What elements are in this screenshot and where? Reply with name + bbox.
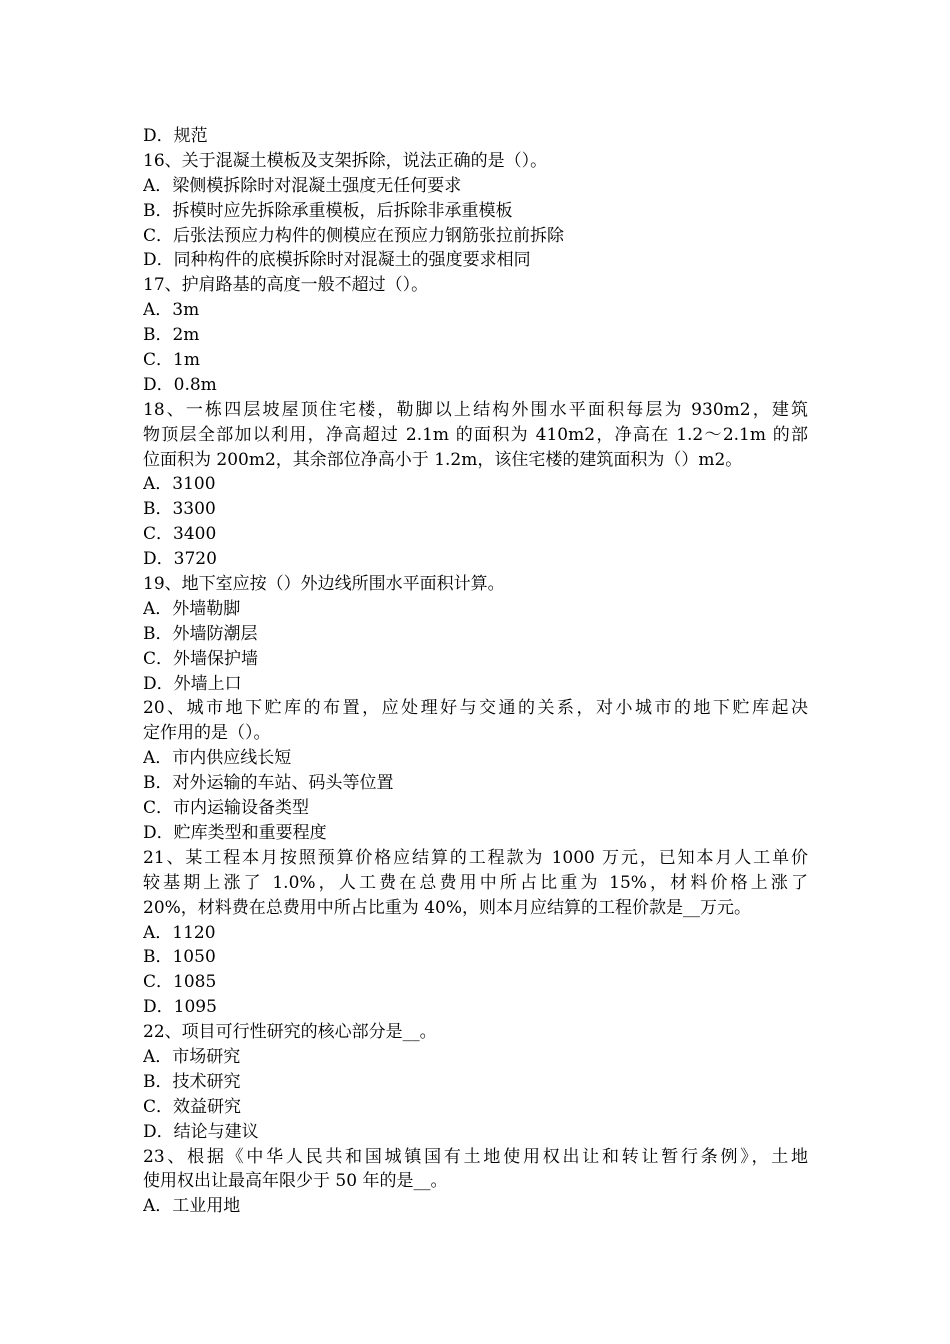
question-text-line: 20%，材料费在总费用中所占比重为 40%，则本月应结算的工程价款是__万元。	[143, 897, 751, 918]
answer-option-line: A．工业用地	[143, 1196, 241, 1217]
answer-option-line: C．市内运输设备类型	[143, 798, 310, 819]
question-text-line: 较基期上涨了 1.0%，人工费在总费用中所占比重为 15%，材料价格上涨了	[143, 872, 808, 893]
answer-option-line: D．1095	[143, 997, 217, 1018]
question-text-line: 20、城市地下贮库的布置，应处理好与交通的关系，对小城市的地下贮库起决	[143, 698, 808, 719]
answer-option-line: A．市场研究	[143, 1046, 241, 1067]
question-text-line: 22、项目可行性研究的核心部分是__。	[143, 1022, 437, 1043]
question-text-line: 物顶层全部加以利用，净高超过 2.1m 的面积为 410m2，净高在 1.2～2.1m 的部	[143, 424, 808, 445]
answer-option-line: B．1050	[143, 947, 216, 968]
answer-option-line: D．结论与建议	[143, 1121, 259, 1142]
answer-option-line: A．外墙勒脚	[143, 598, 241, 619]
answer-option-line: A．市内供应线长短	[143, 748, 292, 769]
question-text-line: 定作用的是（）。	[143, 723, 271, 744]
answer-option-line: B．3300	[143, 499, 216, 520]
question-text-line: 16、关于混凝土模板及支架拆除，说法正确的是（）。	[143, 150, 548, 171]
question-text-line: 21、某工程本月按照预算价格应结算的工程款为 1000 万元，已知本月人工单价	[143, 847, 808, 868]
answer-option-line: D．3720	[143, 549, 217, 570]
answer-option-line: B．2m	[143, 325, 200, 346]
answer-option-line: C．1m	[143, 350, 200, 371]
question-text-line: 18、一栋四层坡屋顶住宅楼，勒脚以上结构外围水平面积每层为 930m2，建筑	[143, 399, 808, 420]
question-text-line: 19、地下室应按（）外边线所围水平面积计算。	[143, 574, 505, 595]
answer-option-line: C．后张法预应力构件的侧模应在预应力钢筋张拉前拆除	[143, 225, 565, 246]
answer-option-line: D．贮库类型和重要程度	[143, 822, 327, 843]
answer-option-line: C．3400	[143, 524, 217, 545]
answer-option-line: B．对外运输的车站、码头等位置	[143, 773, 394, 794]
question-text-line: 23、根据《中华人民共和国城镇国有土地使用权出让和转让暂行条例》，土地	[143, 1146, 808, 1167]
answer-option-line: C．外墙保护墙	[143, 648, 259, 669]
answer-option-line: D．规范	[143, 126, 208, 146]
question-text-line: 使用权出让最高年限少于 50 年的是__。	[143, 1171, 448, 1192]
answer-option-line: B．拆模时应先拆除承重模板，后拆除非承重模板	[143, 200, 513, 221]
answer-option-line: C．1085	[143, 972, 217, 993]
answer-option-line: B．外墙防潮层	[143, 623, 258, 644]
answer-option-line: D．同种构件的底模拆除时对混凝土的强度要求相同	[143, 250, 531, 271]
answer-option-line: A．梁侧模拆除时对混凝土强度无任何要求	[143, 175, 462, 196]
question-text-line: 位面积为 200m2，其余部位净高小于 1.2m，该住宅楼的建筑面积为（）m2。	[143, 449, 743, 470]
question-text-line: 17、护肩路基的高度一般不超过（）。	[143, 275, 429, 296]
answer-option-line: D．0.8m	[143, 374, 217, 395]
document-page	[143, 124, 808, 1219]
answer-option-line: A．3100	[143, 474, 216, 495]
answer-option-line: C．效益研究	[143, 1096, 242, 1117]
answer-option-line: B．技术研究	[143, 1071, 241, 1092]
answer-option-line: D．外墙上口	[143, 673, 242, 694]
answer-option-line: A．1120	[143, 922, 216, 943]
answer-option-line: A．3m	[143, 300, 200, 321]
